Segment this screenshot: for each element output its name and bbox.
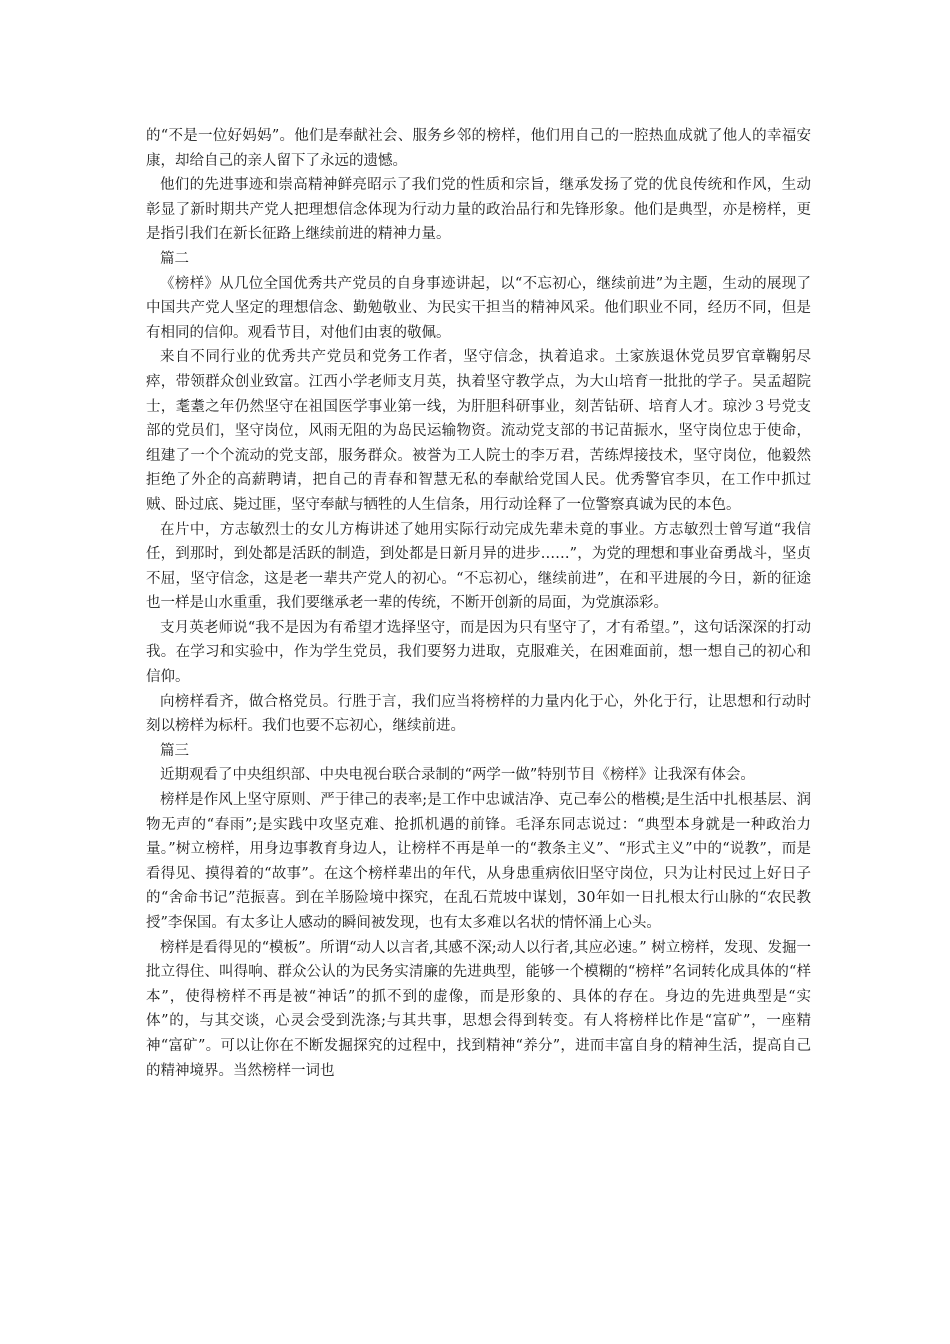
paragraph: 《榜样》从几位全国优秀共产党员的自身事迹讲起，以“不忘初心，继续前进”为主题，生动的展现了中国共产党人坚定的理想信念、勤勉敬业、为民实干担当的精神风采。他们职业不同，经历不同，但是有相同的信仰。观看节目，对他们由衷的敬佩。: [146, 275, 811, 341]
paragraph: 榜样是看得见的“模板”。所谓“动人以言者,其感不深;动人以行者,其应必速。” 树立榜样，发现、发掘一批立得住、叫得响、群众公认的为民务实清廉的先进典型，能够一个模糊的“榜样”名词转化成具体的“样本”，使得榜样不再是被“神话”的抓不到的虚像，而是形象的、具体的存在。身边的先进典型是“实体”的，与其交谈，心灵会受到洗涤;与其共事，思想会得到转变。有人将榜样比作是“富矿”，一座精神“富矿”。可以让你在不断发掘探究的过程中，找到精神“养分”，进而丰富自身的精神生活，提高自己的精神境界。当然榜样一词也: [146, 939, 811, 1079]
section-title-2: 篇二: [160, 250, 189, 267]
paragraph: 榜样是作风上坚守原则、严于律己的表率;是工作中忠诚洁净、克己奉公的楷模;是生活中扎根基层、润物无声的“春雨”;是实践中攻坚克难、抢抓机遇的前锋。毛泽东同志说过：“典型本身就是一种政治力量。”树立榜样，用身边事教育身边人，让榜样不再是单一的“教条主义”、“形式主义”中的“说教”，而是看得见、摸得着的“故事”。在这个榜样辈出的年代，从身患重病依旧坚守岗位，只为让村民过上好日子的“舍命书记”范振喜。到在羊肠险境中探究，在乱石荒坡中谋划，30年如一日扎根太行山脉的“农民教授”李保国。有太多让人感动的瞬间被发现，也有太多难以名状的情怀涌上心头。: [146, 792, 811, 931]
paragraph: 在片中，方志敏烈士的女儿方梅讲述了她用实际行动完成先辈未竟的事业。方志敏烈士曾写道“我信任，到那时，到处都是活跃的制造，到处都是日新月异的进步……”，为党的理想和事业奋勇战斗，坚贞不屈，坚守信念，这是老一辈共产党人的初心。“不忘初心，继续前进”，在和平进展的今日，新的征途也一样是山水重重，我们要继承老一辈的传统，不断开创新的局面，为党旗添彩。: [146, 521, 811, 612]
paragraph: 来自不同行业的优秀共产党员和党务工作者，坚守信念，执着追求。土家族退休党员罗官章鞠躬尽瘁，带领群众创业致富。江西小学老师支月英，执着坚守教学点，为大山培育一批批的学子。吴孟超院士，耄耋之年仍然坚守在祖国医学事业第一线，为肝胆科研事业，刻苦钻研、培育人才。琼沙３号党支部的党员们，坚守岗位，风雨无阻的为岛民运输物资。流动党支部的书记苗振水，坚守岗位忠于使命，组建了一个个流动的党支部，服务群众。被誉为工人院士的李万君，苦练焊接技术，坚守岗位，他毅然拒绝了外企的高薪聘请，把自己的青春和智慧无私的奉献给党国人民。优秀警官李贝，在工作中抓过贼、卧过底、毙过匪，坚守奉献与牺牲的人生信条，用行动诠释了一位警察真诚为民的本色。: [146, 349, 811, 513]
section-title-3: 篇三: [160, 742, 189, 759]
paragraph: 支月英老师说“我不是因为有希望才选择坚守，而是因为只有坚守了，才有希望。”，这句话深深的打动我。在学习和实验中，作为学生党员，我们要努力进取，克服难关，在困难面前，想一想自己的初心和信仰。: [146, 619, 811, 686]
document-page: [146, 124, 811, 1083]
paragraph-continuation: 的“不是一位好妈妈”。他们是奉献社会、服务乡邻的榜样，他们用自己的一腔热血成就了他人的幸福安康，却给自己的亲人留下了永远的遗憾。: [146, 128, 811, 169]
paragraph: 近期观看了中央组织部、中央电视台联合录制的“两学一做”特别节目《榜样》让我深有体会。: [160, 767, 755, 784]
paragraph: 向榜样看齐，做合格党员。行胜于言，我们应当将榜样的力量内化于心，外化于行，让思想和行动时刻以榜样为标杆。我们也要不忘初心，继续前进。: [146, 693, 811, 735]
paragraph: 他们的先进事迹和崇高精神鲜亮昭示了我们党的性质和宗旨，继承发扬了党的优良传统和作风，生动彰显了新时期共产党人把理想信念体现为行动力量的政治品行和先锋形象。他们是典型，亦是榜样，更是指引我们在新长征路上继续前进的精神力量。: [146, 177, 811, 243]
